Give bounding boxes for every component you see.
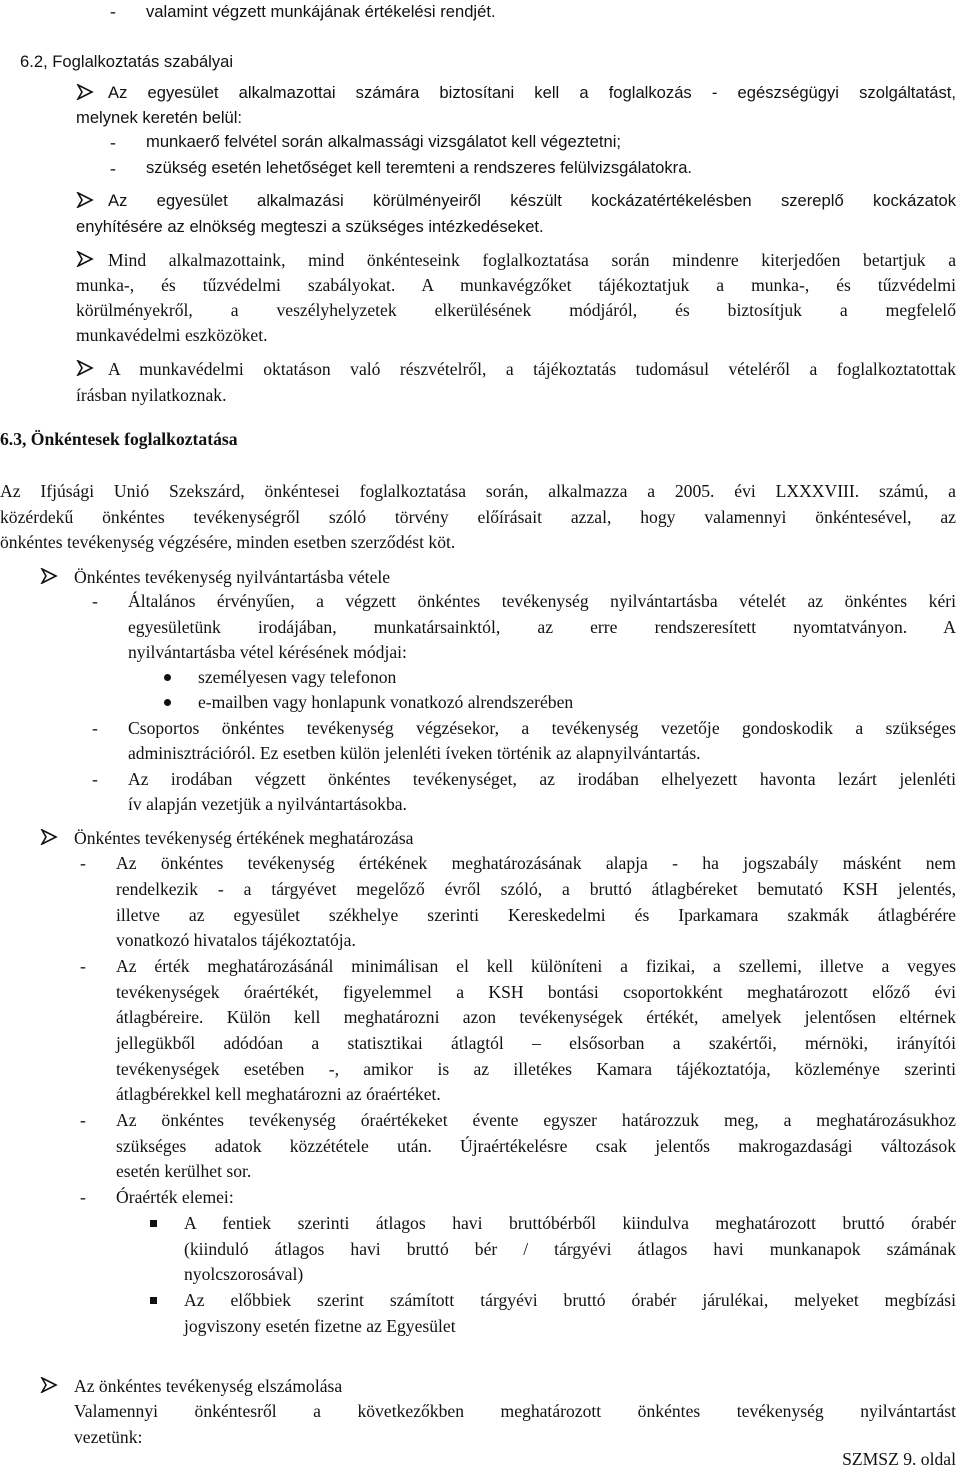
arrow-bullet-icon xyxy=(40,829,58,845)
page-number: SZMSZ 9. oldal xyxy=(842,1449,956,1469)
dash-mark: - xyxy=(92,718,98,738)
text-line: melynek keretén belül: xyxy=(76,108,243,127)
text-line: munka-, és tűzvédelmi szabályokat. A munkavégzőket tájékoztatjuk a munka-, és tűzvédelmi xyxy=(76,275,956,295)
arrow-bullet-icon xyxy=(76,360,94,376)
text-line: Valamennyi önkéntesről a következőkben meghatározott önkéntes tevékenység nyilvántartást xyxy=(74,1401,956,1421)
round-bullet-icon xyxy=(164,674,171,681)
text-line: Az egyesület alkalmazottai számára biztosítani kell a foglalkozás - egészségügyi szolgáltatást, xyxy=(108,83,956,102)
text-line: jogviszony esetén fizetne az Egyesület xyxy=(184,1316,456,1336)
text-line: átlagbérekkel kell meghatározni az óraértéket. xyxy=(116,1084,441,1104)
text-line: nyolcszorosával) xyxy=(184,1264,304,1284)
arrow-bullet-icon xyxy=(40,568,58,584)
text-line: enyhítésére az elnökség megteszi a szükséges intézkedéseket. xyxy=(76,217,544,236)
text-line: e-mailben vagy honlapunk vonatkozó alrendszerében xyxy=(198,692,574,712)
arrow-bullet-icon xyxy=(76,192,94,208)
text-line: valamint végzett munkájának értékelési rendjét. xyxy=(146,2,496,21)
text-line: munkavédelmi eszközöket. xyxy=(76,325,268,345)
arrow-bullet-icon xyxy=(40,1377,58,1393)
text-line: Csoportos önkéntes tevékenység végzésekor, a tevékenység vezetője gondoskodik a szükséges xyxy=(128,718,956,738)
round-bullet-icon xyxy=(164,699,171,706)
dash-mark: - xyxy=(110,158,116,178)
text-line: adminisztrációról. Ez esetben külön jelenléti íveken történik az alapnyilvántartás. xyxy=(128,743,701,763)
dash-mark: - xyxy=(110,1,116,21)
text-line: Általános érvényűen, a végzett önkéntes tevékenység nyilvántartásba vételét az önkéntes kéri xyxy=(128,591,956,611)
subsection-title: Önkéntes tevékenység értékének meghatározása xyxy=(74,828,414,848)
text-line: A fentiek szerinti átlagos havi bruttóbérből kiindulva meghatározott bruttó órabér xyxy=(184,1213,956,1233)
text-line: önkéntes tevékenység végzésére, minden esetben szerződést köt. xyxy=(0,532,456,552)
dash-mark: - xyxy=(80,1187,86,1207)
dash-mark: - xyxy=(110,132,116,152)
text-line: személyesen vagy telefonon xyxy=(198,667,397,687)
text-line: vonatkozó hivatalos tájékoztatója. xyxy=(116,930,356,950)
text-line: vezetünk: xyxy=(74,1427,143,1447)
text-line: Mind alkalmazottaink, mind önkénteseink foglalkoztatása során mindenre kiterjedően betartjuk a xyxy=(108,250,956,270)
square-bullet-icon xyxy=(150,1220,157,1227)
text-line: közérdekű önkéntes tevékenységről szóló törvény előírásait azzal, hogy valamennyi önkéntesével, az xyxy=(0,507,956,527)
section-heading-6-2: 6.2, Foglalkoztatás szabályai xyxy=(20,52,234,71)
text-line: munkaerő felvétel során alkalmassági vizsgálatot kell végeztetni; xyxy=(146,132,622,151)
text-line: körülményekről, a veszélyhelyzetek elkerülésének módjáról, és biztosítjuk a megfelelő xyxy=(76,300,956,320)
text-line: Az önkéntes tevékenység óraértékeket évente egyszer határozzuk meg, a meghatározásukhoz xyxy=(116,1110,956,1130)
dash-mark: - xyxy=(80,853,86,873)
text-line: tevékenységek esetében -, amikor is az illetékes Kamara tájékoztatója, közleménye szerinti xyxy=(116,1059,956,1079)
text-line: ív alapján vezetjük a nyilvántartásokba. xyxy=(128,794,407,814)
text-line: szükséges adatok közzététele után. Újraértékelésre csak jelentős makrogazdasági változások xyxy=(116,1136,956,1156)
text-line: jellegükből adódóan a statisztikai átlagtól – elsősorban a szakértői, mérnöki, irányítói xyxy=(116,1033,956,1053)
dash-mark: - xyxy=(80,1110,86,1130)
dash-mark: - xyxy=(92,591,98,611)
text-line: Az önkéntes tevékenység értékének meghatározásának alapja - ha jogszabály másként nem xyxy=(116,853,956,873)
text-line: egyesületünk irodájában, munkatársainktól, az erre rendszeresített nyomtatványon. A xyxy=(128,617,956,637)
square-bullet-icon xyxy=(150,1297,157,1304)
text-line: Az egyesület alkalmazási körülményeiről készült kockázatértékelésben szereplő kockázatok xyxy=(108,191,956,210)
text-line: Az irodában végzett önkéntes tevékenységet, az irodában elhelyezett havonta lezárt jelenléti xyxy=(128,769,956,789)
text-line: szükség esetén lehetőséget kell teremteni a rendszeres felülvizsgálatokra. xyxy=(146,158,693,177)
section-heading-6-3: 6.3, Önkéntesek foglalkoztatása xyxy=(0,429,238,449)
text-line: rendelkezik - a tárgyévet megelőző évről szóló, a bruttó átlagbéreket bemutató KSH jelentés, xyxy=(116,879,956,899)
subsection-title: Az önkéntes tevékenység elszámolása xyxy=(74,1376,343,1396)
text-line: Az érték meghatározásánál minimálisan el kell különíteni a fizikai, a szellemi, illetve a vegyes xyxy=(116,956,956,976)
text-line: Óraérték elemei: xyxy=(116,1187,234,1207)
subsection-title: Önkéntes tevékenység nyilvántartásba vétele xyxy=(74,567,391,587)
text-line: illetve az egyesület székhelye szerinti Kereskedelmi és Iparkamara szakmák átlagbérére xyxy=(116,905,956,925)
text-line: Az előbbiek szerint számított tárgyévi bruttó órabér járulékai, melyeket megbízási xyxy=(184,1290,956,1310)
text-line: esetén kerülhet sor. xyxy=(116,1161,252,1181)
text-line: átlagbéreire. Külön kell meghatározni azon tevékenységek értékét, amelyek jelentősen eltérnek xyxy=(116,1007,956,1027)
dash-mark: - xyxy=(92,769,98,789)
text-line: A munkavédelmi oktatáson való részvételről, a tájékoztatás tudomásul vételéről a foglalkoztatottak xyxy=(108,359,956,379)
dash-mark: - xyxy=(80,956,86,976)
text-line: tevékenységek óraértékét, figyelemmel a KSH bontási csoportokként meghatározott előző évi xyxy=(116,982,956,1002)
text-line: (kiinduló átlagos havi bruttó bér / tárgyévi átlagos havi munkanapok számának xyxy=(184,1239,956,1259)
text-line: Az Ifjúsági Unió Szekszárd, önkéntesei foglalkoztatása során, alkalmazza a 2005. évi LXXXVIII. számú, a xyxy=(0,481,956,501)
arrow-bullet-icon xyxy=(76,251,94,267)
text-line: nyilvántartásba vétel kérésének módjai: xyxy=(128,642,407,662)
text-line: írásban nyilatkoznak. xyxy=(76,385,227,405)
